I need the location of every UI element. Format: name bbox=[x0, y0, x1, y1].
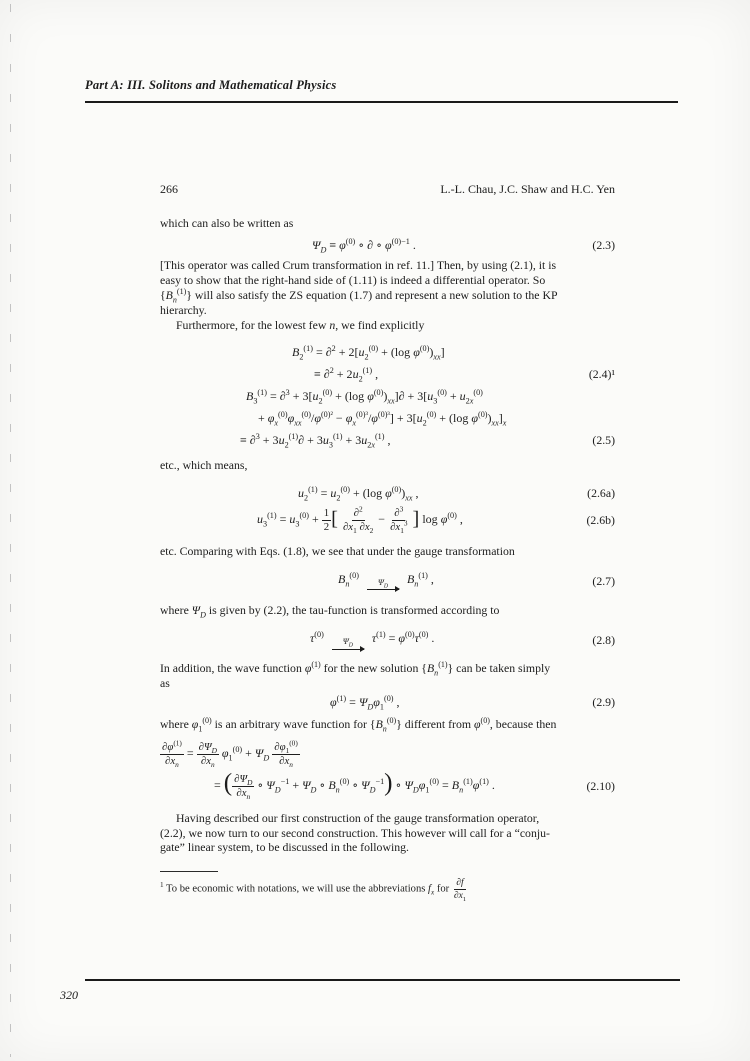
equation-2-5-line1 bbox=[160, 389, 615, 404]
page-number-bottom: 320 bbox=[60, 988, 78, 1002]
equation-number: (2.6a) bbox=[587, 486, 615, 501]
equation-2-8 bbox=[160, 631, 615, 650]
equation-number: (2.5) bbox=[592, 432, 615, 447]
equation-number: (2.8) bbox=[592, 633, 615, 648]
equation-number: (2.10) bbox=[586, 778, 615, 793]
equation-body: $\tau^{(0)}$ $\Psi_D$ $\tau^{(1)} = \varphi^{(0)}\tau^{(0)}$ . bbox=[310, 630, 435, 649]
paragraph-where-psi: where $\Psi_D$ is given by (2.2), the tau-function is transformed according to bbox=[160, 603, 500, 620]
equation-body: $B_n^{(0)}$ $\Psi_D$ $B_n^{(1)}$ , bbox=[338, 570, 434, 590]
equation-body: ≡ $\partial^3 + 3u_2^{(1)}\partial + 3u_3^{(1)} + 3u_{2x}^{(1)}$ , bbox=[240, 431, 391, 449]
equation-body: $B_2^{(1)} = \partial^2 + 2[u_2^{(0)} + (\log$ $\varphi^{(0)})_{xx}$] bbox=[292, 344, 445, 362]
equation-number: (2.6b) bbox=[586, 513, 615, 527]
page-edge-line bbox=[10, 4, 11, 1057]
equation-body: $\frac{\partial\varphi^{(1)}}{\partial x_n}$ = $\frac{\partial\Psi_D}{\partial x_n}$ $\varphi_1^{(0)} + \Psi_D$ $\frac{\partial\varphi_1^{(0)}}{\partial x_n}$ bbox=[162, 738, 298, 770]
equation-2-6a bbox=[160, 486, 615, 501]
equation-2-9 bbox=[160, 695, 615, 710]
equation-2-6b bbox=[160, 504, 615, 536]
equation-number: (2.3) bbox=[592, 237, 615, 252]
paragraph-etc-comparing: etc. Comparing with Eqs. (1.8), we see that under the gauge transformation bbox=[160, 543, 515, 558]
equation-body: $u_3^{(1)} = u_3^{(0)}$ + $\frac{1}{2}$ [ $\frac{\partial^2}{\partial x_1 \partial x_2}$ − $\frac{\partial^3}{\partial x_1^3}$ ] $\log \varphi^{(0)}$ , bbox=[257, 504, 463, 536]
equation-body: = ( $\frac{\partial\Psi_D}{\partial x_n}$ ∘ $\Psi_D^{-1} + \Psi_D$ ∘ $B_n^{(0)}$ ∘ $\Psi_D^{-1}$) ∘ $\Psi_D\varphi_1^{(0)} = B_n^{(1)}\varphi^{(1)}$ . bbox=[214, 769, 495, 802]
equation-body: $\Psi_D \equiv \varphi^{(0)}$ ∘ ∂ ∘ $\varphi^{(0)-1}$ . bbox=[312, 236, 416, 254]
header-rule bbox=[85, 101, 678, 103]
equation-2-10-line1 bbox=[160, 738, 615, 770]
footnote-rule bbox=[160, 871, 218, 872]
page-body bbox=[160, 182, 615, 901]
equation-number: (2.4)¹ bbox=[588, 367, 615, 382]
paragraph-furthermore: Furthermore, for the lowest few n, we find explicitly bbox=[176, 317, 425, 332]
footnote-text: $^1$ To be economic with notations, we will use the abbreviations $f_x$ for $\frac{\partial f}{\partial x_1}$ bbox=[160, 877, 467, 903]
paragraph-where-phi: where $\varphi_1^{(0)}$ is an arbitrary wave function for $\{B_n^{(0)}\}$ different from $\varphi^{(0)}$, because then bbox=[160, 716, 557, 734]
equation-2-7 bbox=[160, 572, 615, 591]
equation-2-3 bbox=[160, 238, 615, 253]
equation-body: ≡ $\partial^2 + 2u_2^{(1)}$ , bbox=[314, 366, 379, 384]
equation-body: + $\varphi_x^{(0)}\varphi_{xx}^{(0)}/\varphi^{(0)^2} - \varphi_x^{(0)^3}/\varphi^{(0)^3}] + 3[u_2^{(0)} + (\log$ $\varphi^{(0)})_{xx}]_x$ bbox=[258, 409, 507, 428]
equation-body: $\varphi^{(1)} = \Psi_D\varphi_1^{(0)}$ , bbox=[330, 694, 400, 712]
paragraph-etc-means: etc., which means, bbox=[160, 458, 248, 473]
equation-body: $u_2^{(1)} = u_2^{(0)} + (\log$ $\varphi^{(0)})_{xx}$ , bbox=[298, 485, 419, 503]
paragraph-having: Having described our first construction of the gauge transformation operator, (2.2), we now turn to our second construction. This however will call for a “conju- gate” linear system, to be discussed in the following. bbox=[160, 810, 550, 855]
equation-2-5-line2 bbox=[160, 411, 615, 426]
authors-line: L.-L. Chau, J.C. Shaw and H.C. Yen bbox=[440, 182, 615, 196]
equation-number: (2.7) bbox=[592, 573, 615, 588]
footer-rule bbox=[85, 979, 680, 981]
running-head: Part A: III. Solitons and Mathematical Physics bbox=[85, 78, 337, 92]
paragraph-after-2-3: [This operator was called Crum transformation in ref. 11.] Then, by using (2.1), it is easy to show that the right-hand side of (1.11) is indeed a differential operator. So $\{B_n^{(1)}\}$ will also satisfy the ZS equation (1.7) and represent a new solution to the KP hierarchy. bbox=[160, 258, 558, 317]
paragraph-in-addition: In addition, the wave function $\varphi^{(1)}$ for the new solution $\{B_n^{(1)}\}$ can be taken simply as bbox=[160, 659, 551, 690]
paragraph-intro: which can also be written as bbox=[160, 215, 294, 230]
equation-2-5-line3 bbox=[160, 433, 615, 448]
equation-2-10-line2 bbox=[160, 769, 615, 802]
equation-body: $B_3^{(1)} = \partial^3 + 3[u_2^{(0)} + (\log$ $\varphi^{(0)})_{xx}]\partial + 3[u_3^{(0)} + u_{2x}^{(0)}$ bbox=[246, 387, 483, 406]
equation-number: (2.9) bbox=[592, 695, 615, 710]
page-number-top: 266 bbox=[160, 182, 178, 196]
page-head-row bbox=[160, 182, 615, 197]
equation-2-4-line2 bbox=[160, 367, 615, 382]
equation-2-4-line1 bbox=[160, 345, 615, 360]
